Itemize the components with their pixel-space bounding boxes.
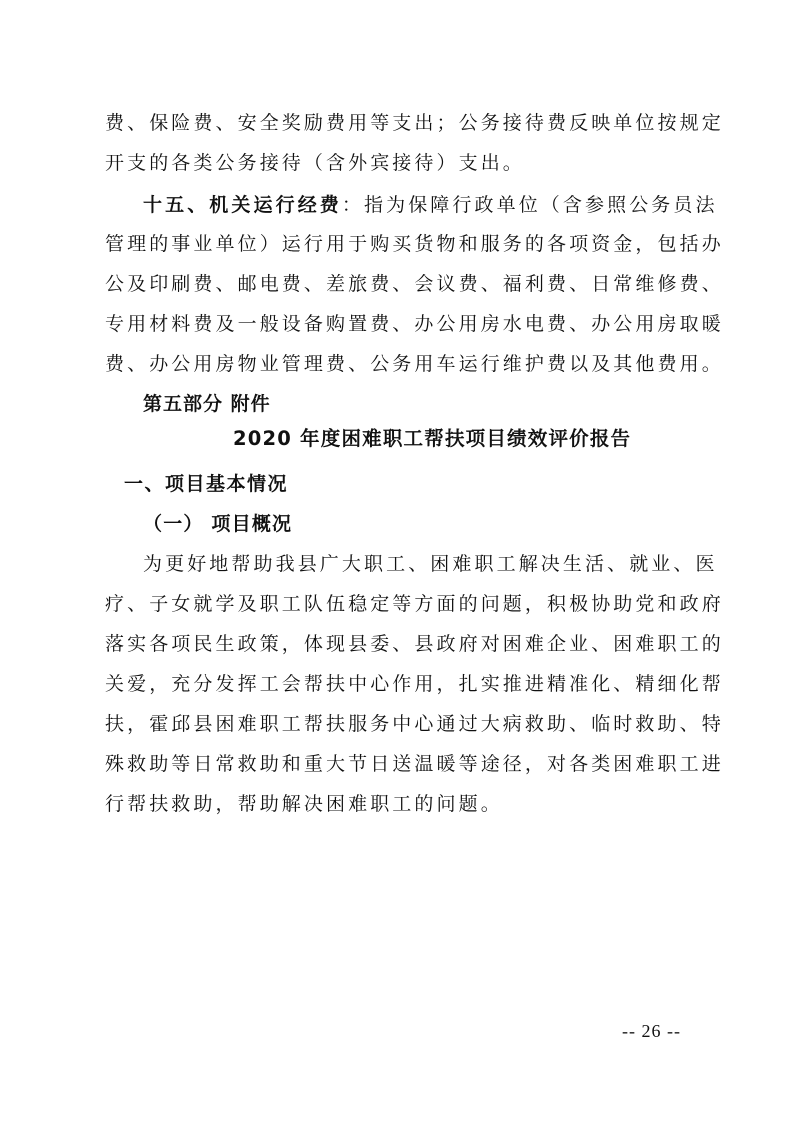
section15-first-line-text: ：指为保障行政单位（含参照公务员法: [341, 194, 718, 216]
report-title: 2020 年度困难职工帮扶项目绩效评价报告: [233, 427, 632, 450]
overview-line-4: 关爱，充分发挥工会帮扶中心作用，扎实推进精准化、精细化帮: [105, 673, 724, 695]
page-number: -- 26 --: [622, 1021, 681, 1041]
section15-line-2: 管理的事业单位）运行用于购买货物和服务的各项资金，包括办: [105, 233, 724, 255]
section15-first-line: [143, 194, 718, 216]
continuation-line-1: 费、保险费、安全奖励费用等支出；公务接待费反映单位按规定: [105, 112, 724, 134]
overview-line-1: 为更好地帮助我县广大职工、困难职工解决生活、就业、医: [143, 553, 718, 575]
overview-line-7: 行帮扶救助，帮助解决困难职工的问题。: [105, 793, 503, 815]
overview-line-2: 疗、子女就学及职工队伍稳定等方面的问题，积极协助党和政府: [105, 593, 724, 615]
section15-line-4: 专用材料费及一般设备购置费、办公用房水电费、办公用房取暖: [105, 313, 724, 335]
section1-heading: 一、项目基本情况: [124, 473, 289, 495]
continuation-line-2: 开支的各类公务接待（含外宾接待）支出。: [105, 152, 525, 174]
overview-line-5: 扶，霍邱县困难职工帮扶服务中心通过大病救助、临时救助、特: [105, 713, 724, 735]
subsection1-heading: （一） 项目概况: [143, 513, 293, 535]
part5-heading: 第五部分 附件: [143, 393, 271, 415]
overview-line-6: 殊救助等日常救助和重大节日送温暖等途径，对各类困难职工进: [105, 753, 724, 775]
overview-line-3: 落实各项民生政策，体现县委、县政府对困难企业、困难职工的: [105, 633, 724, 655]
section15-label: 十五、机关运行经费: [143, 194, 342, 216]
section15-line-3: 公及印刷费、邮电费、差旅费、会议费、福利费、日常维修费、: [105, 273, 724, 295]
section15-line-5: 费、办公用房物业管理费、公务用车运行维护费以及其他费用。: [105, 353, 724, 375]
